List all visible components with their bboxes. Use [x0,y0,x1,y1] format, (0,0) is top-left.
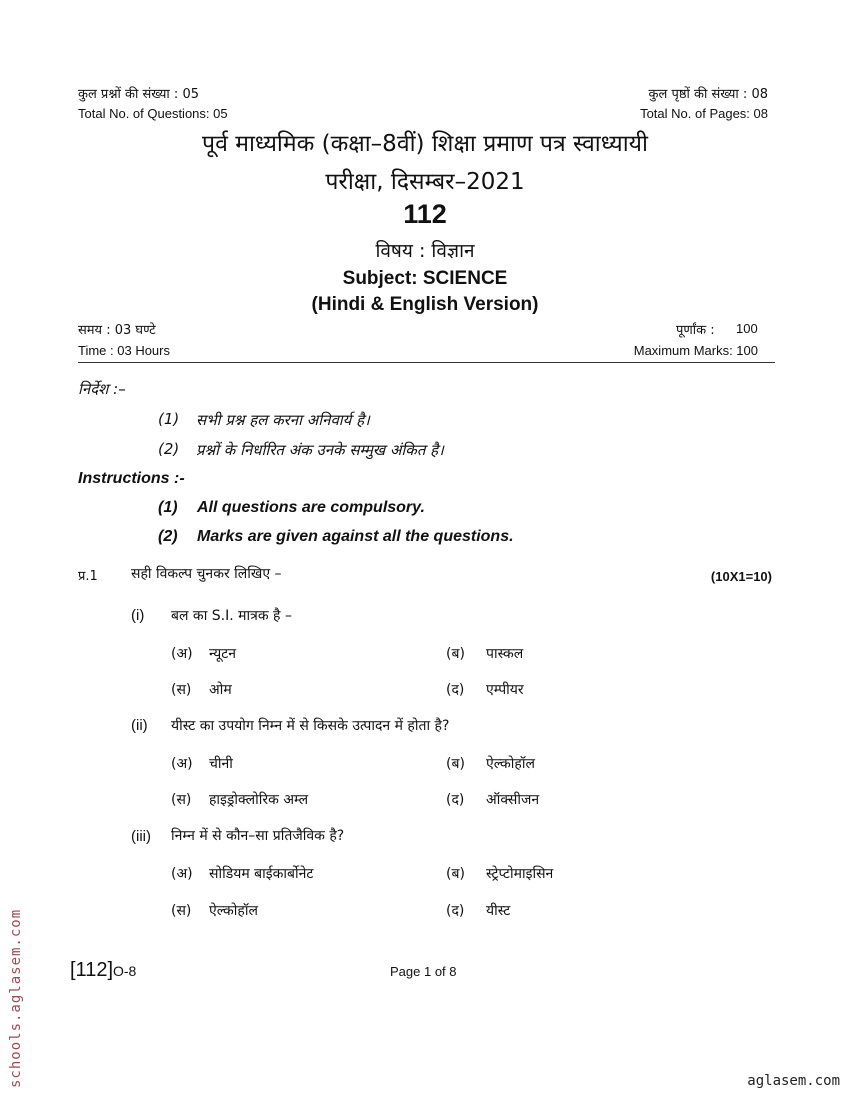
option-label: (स) [171,903,192,919]
option-text: सोडियम बाईकार्बोनेट [209,866,314,882]
option-label: (द) [446,903,465,919]
total-questions-english: Total No. of Questions: 05 [78,106,228,121]
time-english: Time : 03 Hours [78,343,170,358]
option-text: चीनी [209,756,233,772]
total-pages-english: Total No. of Pages: 08 [640,106,768,121]
option-label: (स) [171,792,192,808]
subquestion-iii-number: (iii) [131,828,151,845]
instruction-english-2-text: Marks are given against all the questions. [197,528,514,545]
question-1-marks: (10X1=10) [710,569,772,584]
option-text: ऐल्कोहॉल [209,903,258,919]
subquestion-ii-text: यीस्ट का उपयोग निम्न में से किसके उत्पादन में होता है? [171,718,450,734]
vertical-watermark: schools.aglasem.com [8,908,24,1088]
exam-title-line2: परीक्षा, दिसम्बर–2021 [325,169,525,195]
option-text: स्ट्रेप्टोमाइसिन [486,866,554,882]
max-marks-hindi-label: पूर्णांक : [676,323,715,338]
instruction-hindi-1-text: सभी प्रश्न हल करना अनिवार्य है। [196,411,370,429]
subquestion-i-text: बल का S.I. मात्रक है – [171,608,292,624]
instruction-hindi-2-number: (2) [158,440,180,458]
option-text: एम्पीयर [486,682,524,698]
page-number: Page 1 of 8 [390,964,457,979]
subquestion-ii-number: (ii) [131,717,148,734]
paper-code: 112 [403,199,447,229]
site-watermark: aglasem.com [747,1073,840,1089]
option-label: (ब) [446,866,465,882]
option-label: (ब) [446,756,465,772]
instruction-hindi-1-number: (1) [158,410,180,428]
option-text: न्यूटन [209,646,237,662]
total-pages-hindi: कुल पृष्ठों की संख्या : 08 [648,87,768,102]
instruction-english-1-number: (1) [158,499,178,516]
footer-code-main: [112] [70,959,113,981]
option-text: हाइड्रोक्लोरिक अम्ल [209,792,309,808]
option-text: ऐल्कोहॉल [486,756,535,772]
max-marks-english: Maximum Marks: 100 [633,343,758,358]
footer-code-suffix: O-8 [113,963,137,979]
question-1-text: सही विकल्प चुनकर लिखिए – [131,566,282,582]
subquestion-i-number: (i) [131,607,145,624]
option-label: (द) [446,792,465,808]
option-label: (ब) [446,646,465,662]
option-text: ओम [209,682,232,698]
instruction-english-2-number: (2) [158,528,178,545]
max-marks-hindi-value: 100 [736,321,758,336]
instruction-hindi-2-text: प्रश्नों के निर्धारित अंक उनके सम्मुख अंकित है। [196,441,444,459]
exam-title-line1: पूर्व माध्यमिक (कक्षा–8वीं) शिक्षा प्रमाण पत्र स्वाध्यायी [202,131,648,157]
instruction-english-1-text: All questions are compulsory. [197,499,425,516]
total-questions-hindi: कुल प्रश्नों की संख्या : 05 [78,87,199,102]
subject-hindi: विषय : विज्ञान [375,240,475,262]
option-label: (स) [171,682,192,698]
instructions-english-heading: Instructions :- [78,470,185,487]
option-text: ऑक्सीजन [486,792,540,808]
option-label: (अ) [171,756,193,772]
time-hindi: समय : 03 घण्टे [78,323,156,338]
option-text: पास्कल [486,646,524,662]
instructions-hindi-heading: निर्देश :– [78,380,126,398]
footer-paper-code [70,959,136,982]
option-text: यीस्ट [486,903,511,919]
version-label: (Hindi & English Version) [311,294,539,315]
option-label: (द) [446,682,465,698]
option-label: (अ) [171,646,193,662]
subject-english: Subject: SCIENCE [342,268,508,289]
subquestion-iii-text: निम्न में से कौन–सा प्रतिजैविक है? [171,828,345,844]
header-divider [78,362,775,363]
question-1-number: प्र.1 [78,569,98,584]
option-label: (अ) [171,866,193,882]
